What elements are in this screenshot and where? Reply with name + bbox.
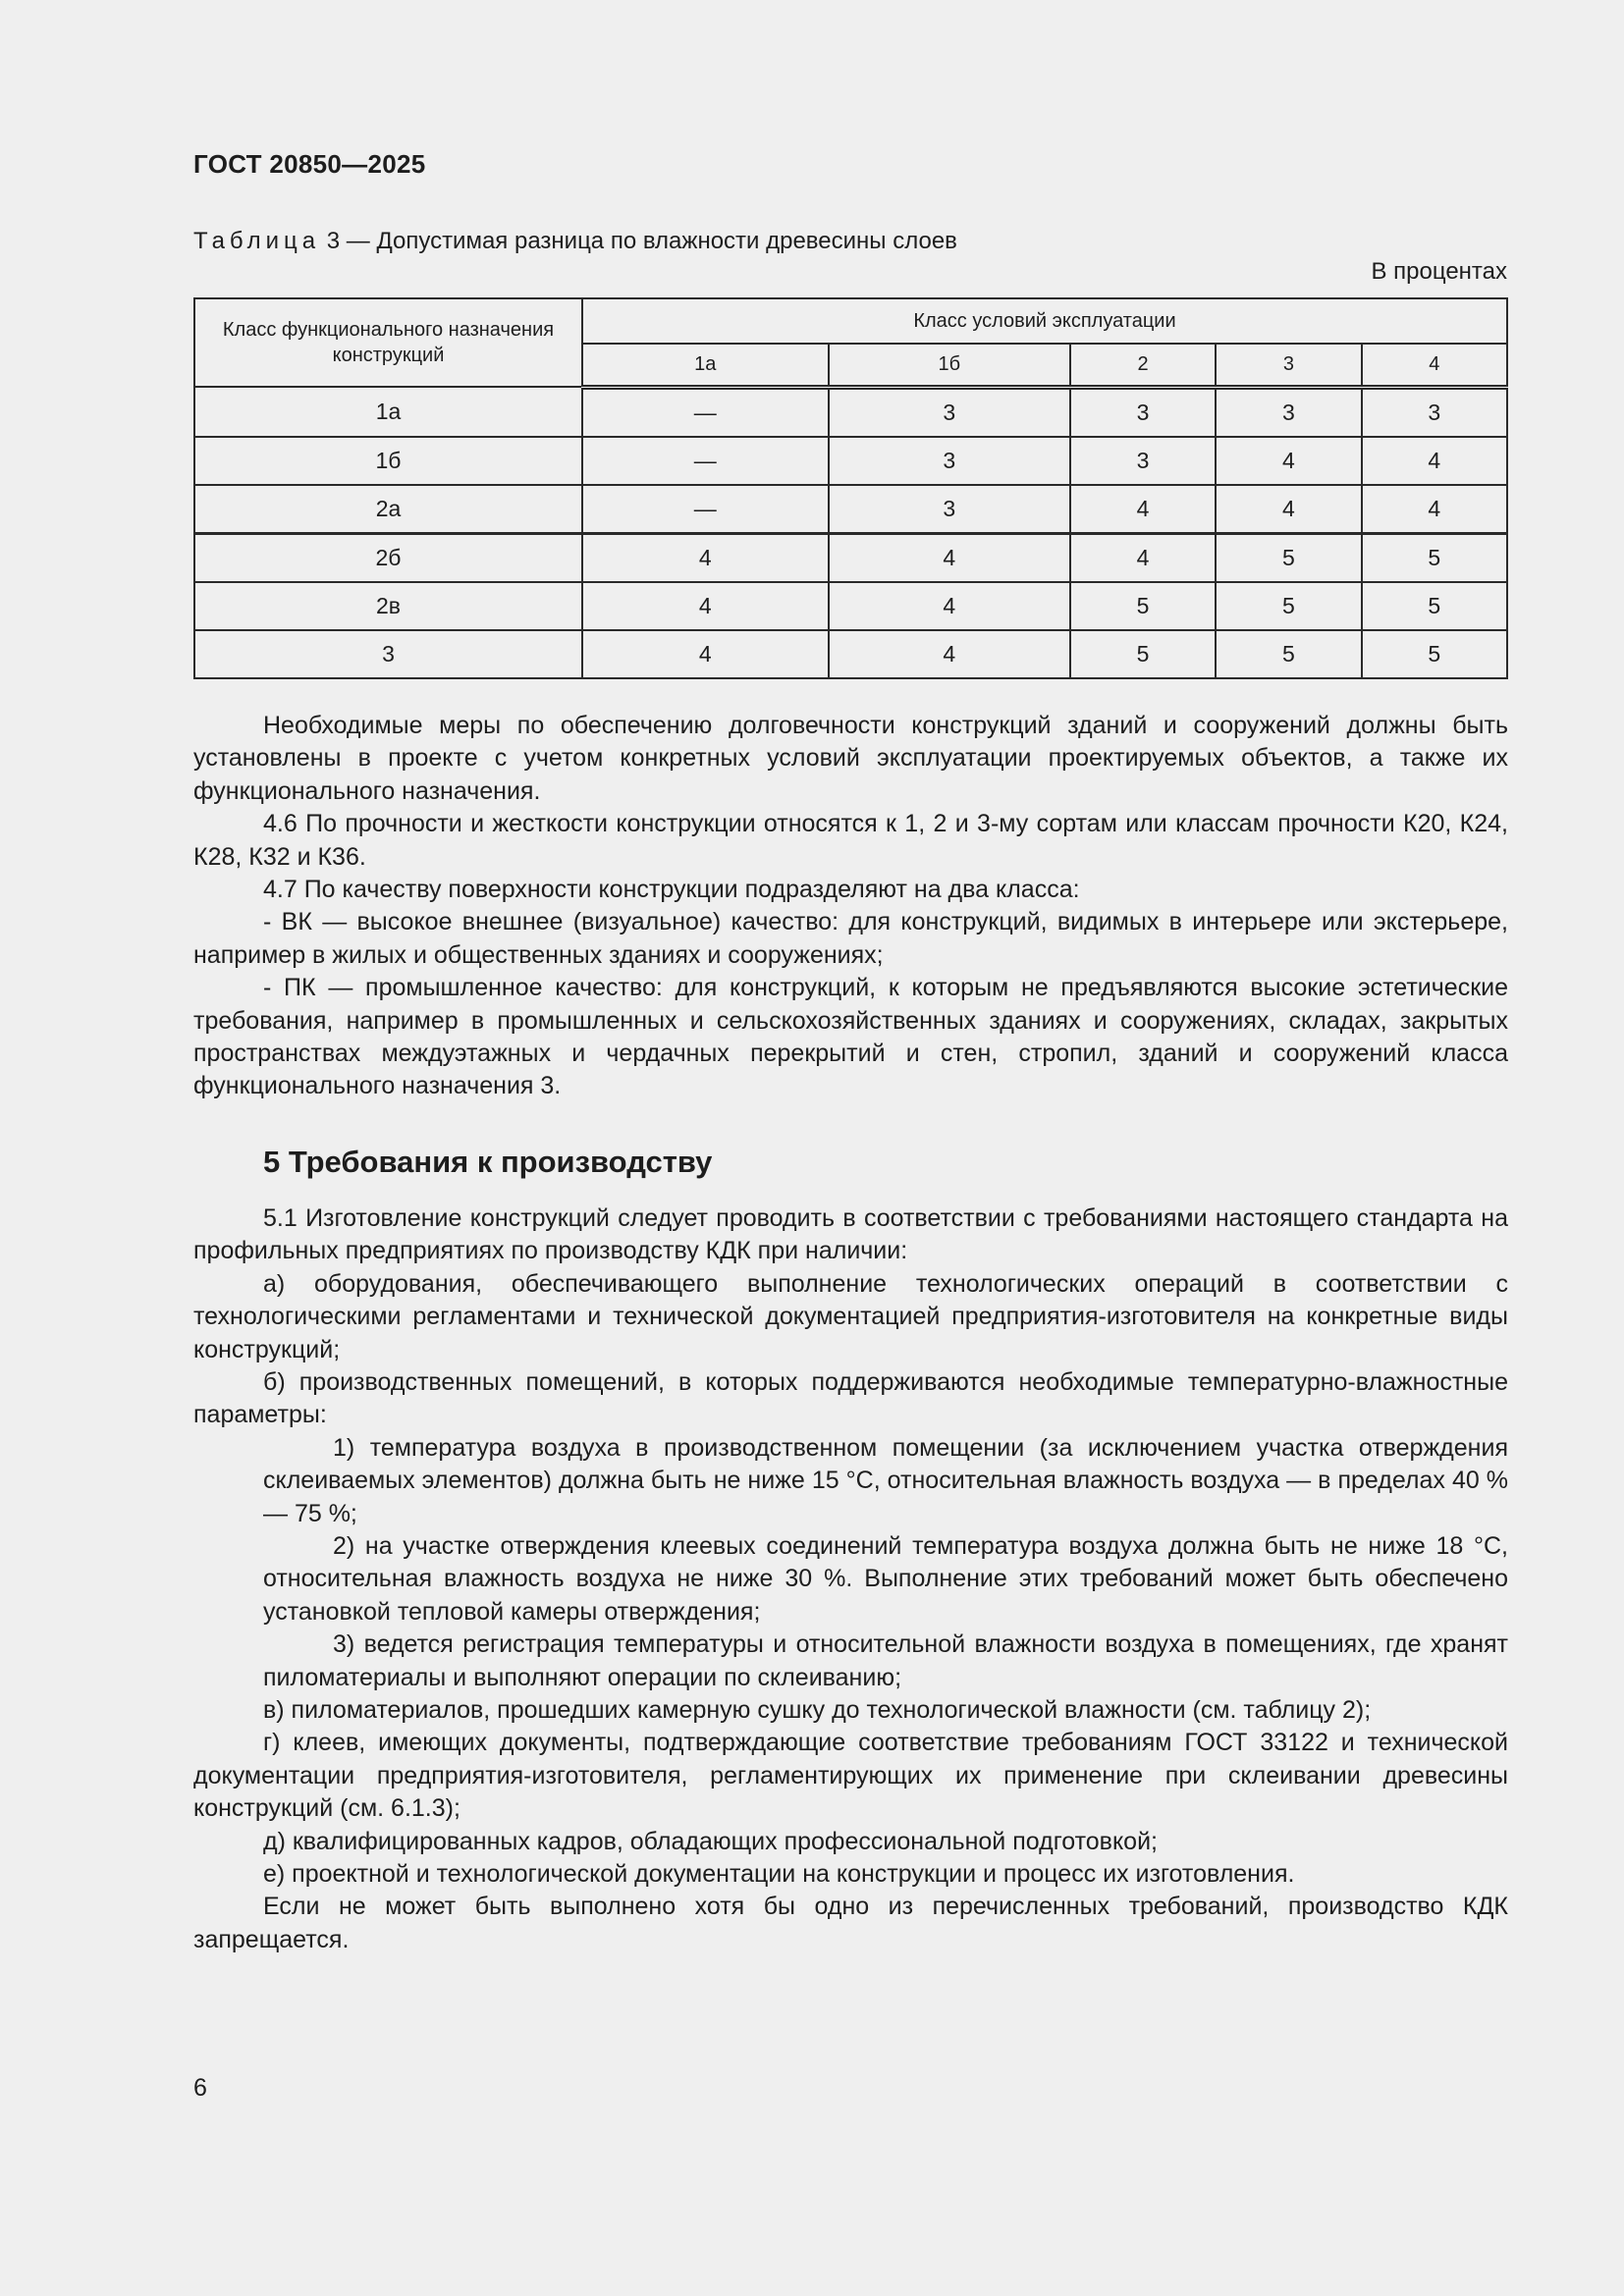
table-cell: 1а <box>194 387 582 437</box>
subheader-1b: 1б <box>829 344 1070 387</box>
table-cell: 5 <box>1362 533 1507 582</box>
table-unit: В процентах <box>1371 258 1507 285</box>
table-cell: 2б <box>194 533 582 582</box>
sub-item-2: 2) на участке отверждения клеевых соединений температура воздуха должна быть не ниже 18 °С, относительная влажность воздуха не ниже 30 %. Выполнение этих требований может быть обеспечено установкой тепловой камеры отверждения; <box>263 1531 1508 1626</box>
table-cell: 4 <box>829 630 1070 678</box>
table-cell: 4 <box>582 582 829 630</box>
table-cell: 1б <box>194 437 582 485</box>
table-cell: 3 <box>829 485 1070 534</box>
table-cell: 3 <box>194 630 582 678</box>
list-item-e: е) проектной и технологической документации на конструкции и процесс их изготовления. <box>263 1860 1295 1888</box>
table-cell: 3 <box>829 437 1070 485</box>
paragraph-durability: Необходимые меры по обеспечению долговечности конструкций зданий и сооружений должны быть установлены в проекте с учетом конкретных условий эксплуатации проектируемых объектов, а также их функционального назначения. <box>193 712 1508 805</box>
table-cell: 3 <box>1216 387 1361 437</box>
table-cell: 4 <box>1216 485 1361 534</box>
table-caption <box>193 228 957 255</box>
list-item-a: а) оборудования, обеспечивающего выполнение технологических операций в соответствии с технологическими регламентами и технической документацией предприятия-изготовителя на конкретные виды конструкций; <box>193 1269 1508 1363</box>
table-cell: 4 <box>1362 485 1507 534</box>
list-item-vk: - ВК — высокое внешнее (визуальное) качество: для конструкций, видимых в интерьере или экстерьере, например в жилых и общественных зданиях и сооружениях; <box>193 908 1508 969</box>
body-text <box>193 710 1508 1956</box>
table-cell: 2а <box>194 485 582 534</box>
sub-item-1: 1) температура воздуха в производственном помещении (за исключением участка отверждения склеиваемых элементов) должна быть не ниже 15 °С, относительная влажность воздуха — в пределах 40 % — 75 %; <box>263 1433 1508 1527</box>
table-row <box>194 582 1507 630</box>
column-group-header-operating-class: Класс условий эксплуатации <box>582 298 1507 344</box>
table-row <box>194 485 1507 534</box>
page-number: 6 <box>193 2074 207 2102</box>
table-cell: 5 <box>1362 582 1507 630</box>
table-caption-label: Таблица <box>193 228 321 254</box>
list-item-b: б) производственных помещений, в которых поддерживаются необходимые температурно-влажностные параметры: <box>193 1367 1508 1429</box>
table-cell: 4 <box>1070 485 1216 534</box>
table-cell: — <box>582 485 829 534</box>
list-item-g: г) клеев, имеющих документы, подтверждающие соответствие требованиям ГОСТ 33122 и технической документации предприятия-изготовителя, регламентирующих их применение при склеивании древесины конструкций (см. 6.1.3); <box>193 1729 1508 1823</box>
sub-item-3: 3) ведется регистрация температуры и относительной влажности воздуха в помещениях, где хранят пиломатериалы и выполняют операции по склеиванию; <box>263 1630 1508 1691</box>
table-row <box>194 437 1507 485</box>
table-cell: 5 <box>1216 582 1361 630</box>
paragraph-final: Если не может быть выполнено хотя бы одно из перечисленных требований, производство КДК запрещается. <box>193 1893 1508 1953</box>
list-item-d: д) квалифицированных кадров, обладающих профессиональной подготовкой; <box>263 1827 1158 1855</box>
section-5-heading: 5 Требования к производству <box>263 1144 713 1179</box>
table-cell: 4 <box>1216 437 1361 485</box>
paragraph-5-1: 5.1 Изготовление конструкций следует проводить в соответствии с требованиями настоящего стандарта на профильных предприятиях по производству КДК при наличии: <box>193 1203 1508 1265</box>
subheader-1a: 1а <box>582 344 829 387</box>
table-cell: 4 <box>829 533 1070 582</box>
table-cell: 2в <box>194 582 582 630</box>
table-row <box>194 630 1507 678</box>
table-cell: 5 <box>1216 533 1361 582</box>
table-row <box>194 387 1507 437</box>
table-cell: 5 <box>1362 630 1507 678</box>
table-cell: 5 <box>1216 630 1361 678</box>
subheader-4: 4 <box>1362 344 1507 387</box>
table-cell: 4 <box>1070 533 1216 582</box>
table-cell: 4 <box>582 533 829 582</box>
table-cell: 5 <box>1070 630 1216 678</box>
table-cell: 3 <box>1070 387 1216 437</box>
table-cell: — <box>582 387 829 437</box>
list-item-v: в) пиломатериалов, прошедших камерную сушку до технологической влажности (см. таблицу 2); <box>263 1695 1372 1724</box>
table-cell: 3 <box>1362 387 1507 437</box>
table-cell: 4 <box>829 582 1070 630</box>
table-row <box>194 533 1507 582</box>
table-cell: 3 <box>1070 437 1216 485</box>
table-cell: — <box>582 437 829 485</box>
table-caption-text: 3 — Допустимая разница по влажности древесины слоев <box>326 228 957 254</box>
table-cell: 4 <box>582 630 829 678</box>
document-code: ГОСТ 20850—2025 <box>193 149 426 179</box>
table-cell: 4 <box>1362 437 1507 485</box>
subheader-3: 3 <box>1216 344 1361 387</box>
paragraph-4-7: 4.7 По качеству поверхности конструкции подразделяют на два класса: <box>263 876 1080 904</box>
subheader-2: 2 <box>1070 344 1216 387</box>
table-cell: 5 <box>1070 582 1216 630</box>
table-cell: 3 <box>829 387 1070 437</box>
paragraph-4-6: 4.6 По прочности и жесткости конструкции относятся к 1, 2 и 3-му сортам или классам прочности К20, К24, К28, К32 и К36. <box>193 810 1508 871</box>
column-header-functional-class: Класс функционального назначения конструкций <box>194 298 582 387</box>
list-item-pk: - ПК — промышленное качество: для конструкций, к которым не предъявляются высокие эстетические требования, например в промышленных и сельскохозяйственных зданиях и сооружениях, складах, закрытых пространствах междуэтажных и чердачных перекрытий и стен, стропил, зданий и сооружений класса функционального назначения 3. <box>193 974 1508 1100</box>
moisture-difference-table <box>193 297 1508 679</box>
